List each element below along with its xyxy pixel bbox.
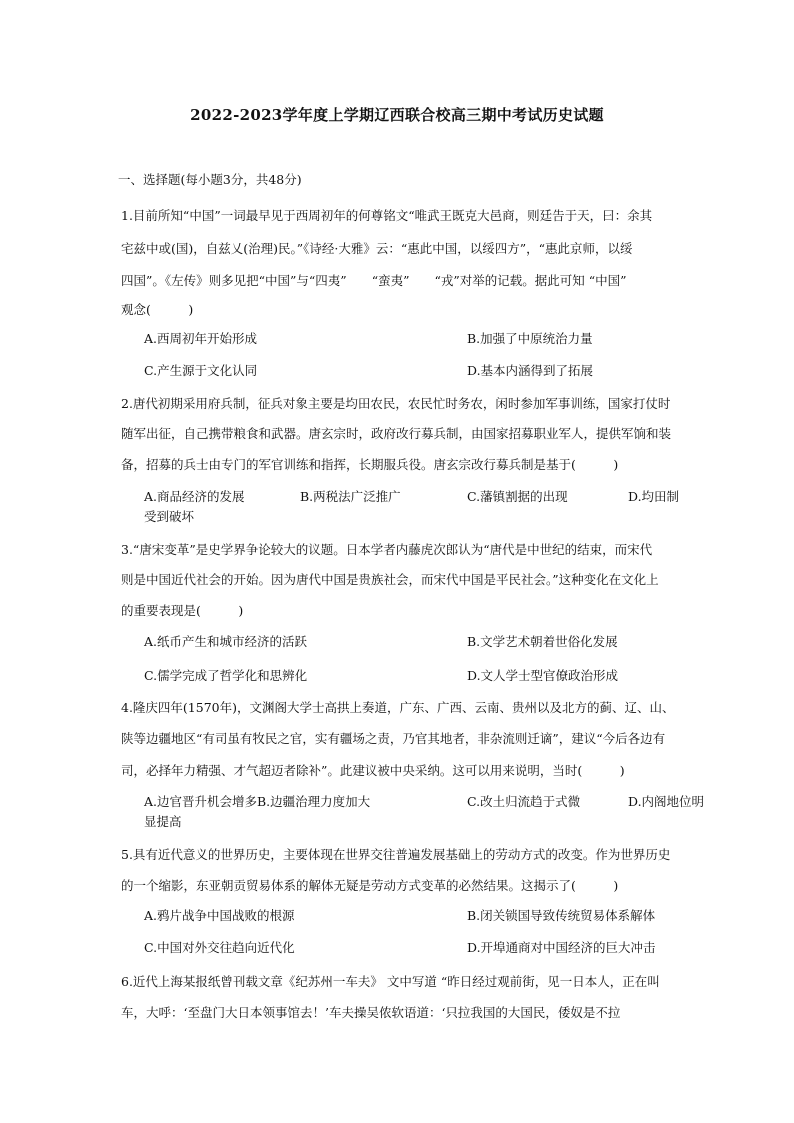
page-title: 2022-2023学年度上学期辽西联合校高三期中考试历史试题: [190, 106, 604, 124]
option-c: C.藩镇割据的出现: [467, 489, 568, 504]
question-text-line: 4.隆庆四年(1570年)，文渊阁大学士高拱上奏道，广东、广西、云南、贵州以及北方的蓟、辽、山、: [121, 700, 675, 715]
question-text-line: 1.目前所知“中国”一词最早见于西周初年的何尊铭文“唯武王既克大邑商，则廷告于天，曰：余其: [121, 208, 653, 223]
option-d-continuation: 受到破坏: [144, 509, 195, 524]
section-heading: 一、选择题(每小题3分，共48分): [118, 172, 302, 187]
option-a: A.商品经济的发展: [144, 489, 245, 504]
question-text-line: 3.“唐宋变革”是史学界争论较大的议题。日本学者内藤虎次郎认为“唐代是中世纪的结束，而宋代: [121, 542, 653, 557]
option-d: D.基本内涵得到了拓展: [467, 363, 594, 378]
option-a: A.鸦片战争中国战败的根源: [144, 908, 295, 923]
question-text-line: 宅兹中或(国)，自兹乂(治理)民。”《诗经·大雅》云：“惠此中国，以绥四方”，“惠此京师，以绥: [121, 241, 633, 256]
question-text-line: 则是中国近代社会的开始。因为唐代中国是贵族社会，而宋代中国是平民社会。”这种变化在文化上: [121, 572, 659, 587]
option-d-continuation: 显提高: [144, 814, 182, 829]
question-text-line: 四国”。《左传》则多见把“中国”与“四夷” “蛮夷” “戎”对举的记载。据此可知 “中国”: [121, 273, 627, 288]
option-c: C.儒学完成了哲学化和思辨化: [144, 668, 308, 683]
option-c: C.改土归流趋于式微: [467, 794, 581, 809]
question-text-line: 观念( ): [121, 302, 194, 317]
question-text-line: 车，大呼：‘至盘门大日本领事馆去！’车夫操吴侬软语道：‘只拉我国的大国民，倭奴是不拉: [121, 1005, 621, 1020]
option-d: D.开埠通商对中国经济的巨大冲击: [467, 940, 656, 955]
option-b: B.闭关锁国导致传统贸易体系解体: [467, 908, 656, 923]
question-text-line: 2.唐代初期采用府兵制，征兵对象主要是均田农民，农民忙时务农，闲时参加军事训练，国家打仗时: [121, 396, 671, 411]
option-b: B.文学艺术朝着世俗化发展: [467, 634, 618, 649]
question-text-line: 备，招募的兵士由专门的军官训练和指挥，长期服兵役。唐玄宗改行募兵制是基于( ): [121, 457, 619, 472]
option-a-b: A.边官晋升机会增多B.边疆治理力度加大: [144, 794, 371, 809]
option-d: D.内阁地位明: [628, 794, 705, 809]
option-c: C.中国对外交往趋向近代化: [144, 940, 295, 955]
option-c: C.产生源于文化认同: [144, 363, 258, 378]
question-text-line: 5.具有近代意义的世界历史，主要体现在世界交往普遍发展基础上的劳动方式的改变。作为世界历史: [121, 847, 671, 862]
option-a: A.纸币产生和城市经济的活跃: [144, 634, 308, 649]
question-text-line: 6.近代上海某报纸曾刊载文章《纪苏州一车夫》 文中写道 “昨日经过观前街，见一日本人，正在叫: [121, 974, 660, 989]
option-b: B.加强了中原统治力量: [467, 331, 593, 346]
question-text-line: 陕等边疆地区“有司虽有牧民之官，实有疆场之责，乃官其地者，非杂流则迁谪”，建议“今后各边有: [121, 731, 666, 746]
question-text-line: 随军出征，自己携带粮食和武器。唐玄宗时，政府改行募兵制，由国家招募职业军人，提供军饷和装: [121, 426, 672, 441]
option-d: D.文人学士型官僚政治形成: [467, 668, 619, 683]
question-text-line: 的一个缩影，东亚朝贡贸易体系的解体无疑是劳动方式变革的必然结果。这揭示了( ): [121, 878, 619, 893]
question-text-line: 的重要表现是( ): [121, 603, 244, 618]
question-text-line: 司，必择年力精强、才气超迈者除补”。此建议被中央采纳。这可以用来说明，当时( ): [121, 763, 625, 778]
option-d: D.均田制: [628, 489, 680, 504]
option-b: B.两税法广泛推广: [300, 489, 401, 504]
option-a: A.西周初年开始形成: [144, 331, 258, 346]
